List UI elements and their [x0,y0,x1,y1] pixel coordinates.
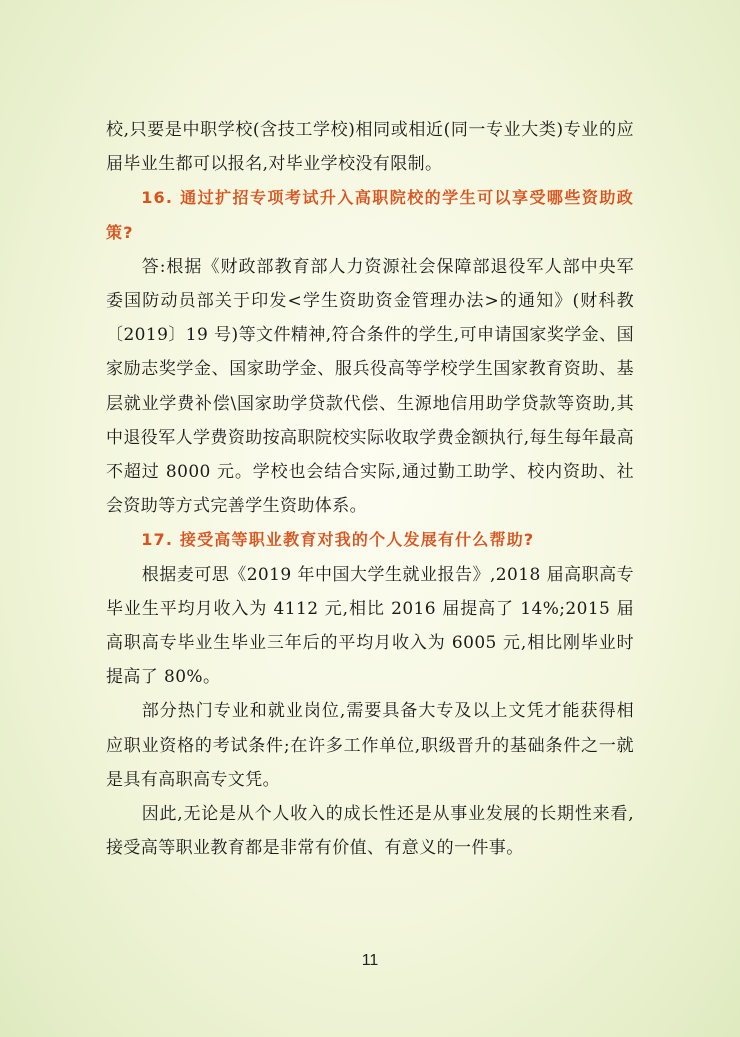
page-number: 11 [361,952,379,969]
question-heading-17: 17. 接受高等职业教育对我的个人发展有什么帮助? [141,530,535,550]
answer-paragraph-16: 答:根据《财政部教育部人力资源社会保障部退役军人部中央军委国防动员部关于印发<学生资助资金管理办法>的通知》(财科教〔2019〕19 号)等文件精神,符合条件的学生,可申请国家奖学金、国家励志奖学金、国家助学金、服兵役高等学校学生国家教育资助、基层就业学费补偿\国家助学贷款代偿、生源地信用助学贷款等资助,其中退役军人学费资助按高职院校实际收取学费金额执行,每生每年最高不超过 8000 元。学校也会结合实际,通过勤工助学、校内资助、社会资助等方式完善学生资助体系。 [106,256,634,517]
answer-paragraph-17-conclusion: 因此,无论是从个人收入的成长性还是从事业发展的长期性来看,接受高等职业教育都是非常有价值、有意义的一件事。 [106,804,634,859]
question-heading-16: 16. 通过扩招专项考试升入高职院校的学生可以享受哪些资助政策? [106,188,634,242]
answer-paragraph-17-income: 根据麦可思《2019 年中国大学生就业报告》,2018 届高职高专毕业生平均月收入为 4112 元,相比 2016 届提高了 14%;2015 届高职高专毕业生毕业三年后的平均月收入为 6005 元,相比刚毕业时提高了 80%。 [106,564,634,688]
answer-paragraph-17-qualification: 部分热门专业和就业岗位,需要具备大专及以上文凭才能获得相应职业资格的考试条件;在许多工作单位,职级晋升的基础条件之一就是具有高职高专文凭。 [106,701,634,790]
paragraph-continuation: 校,只要是中职学校(含技工学校)相同或相近(同一专业大类)专业的应届毕业生都可以报名,对毕业学校没有限制。 [106,120,634,175]
page-content [106,113,634,865]
